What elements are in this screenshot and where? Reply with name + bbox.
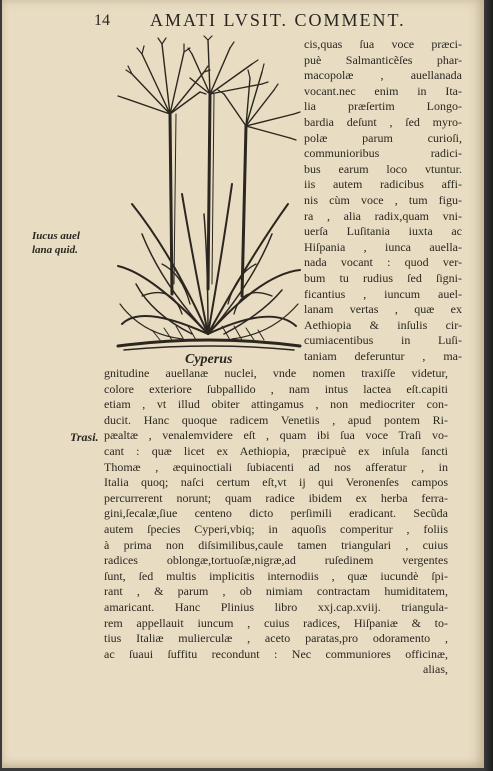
text-line: colore exteriore ſubpallido , nam intus lactea eſt.capiti <box>104 381 448 396</box>
text-line: lia præſertim Longo- <box>304 99 462 114</box>
text-line: taniam deferuntur , ma- <box>304 348 462 363</box>
text-line: Italia quoq; naſci certum eſt,vt ij qui Veronenſes campos <box>104 475 448 490</box>
figure-caption: Cyperus <box>185 352 233 367</box>
margin-note-line: Iucus auel <box>32 230 80 242</box>
text-line: Thomæ , æquinoctiali ſubiacenti ad nos afferatur , in <box>104 459 448 474</box>
text-line: ra , alia radix,quam vni- <box>304 208 462 223</box>
text-line: macopolæ , auellanada <box>304 68 462 83</box>
margin-note-trasi: Trasi. <box>70 430 99 444</box>
text-line: à prima non diſsimilibus,caule tamen triangulari , cuius <box>104 537 448 552</box>
text-line: percurrerent norunt; quam radice ibidem ex herba ferra- <box>104 490 448 505</box>
margin-note-line: lana quid. <box>32 244 78 256</box>
text-line: rem appellauit iuncum , cuius radices, Hiſpaniæ & to- <box>104 615 448 630</box>
text-column-beside-figure <box>304 37 462 364</box>
text-line: pæaltæ , venalemvidere eſt , quam ibi ſua voce Traſi vo- <box>104 428 448 443</box>
text-line: gini,ſecalæ,ſiue centeno dicto perſimili eradicant. Secũda <box>104 506 448 521</box>
page-edge-shadow <box>484 0 493 771</box>
text-line: iis autem radicibus affi- <box>304 177 462 192</box>
page-number: 14 <box>94 12 110 29</box>
text-line: radices oblongæ,tortuoſæ,nigræ,ad ruſedinem vergentes <box>104 553 448 568</box>
catchword: alias, <box>423 662 448 677</box>
text-line: cis,quas ſua voce præci- <box>304 37 462 51</box>
text-line: puè Salmanticẽſes phar- <box>304 52 462 67</box>
text-line: nada vocant : quod ver- <box>304 255 462 270</box>
text-line: vocant.nec enim in Ita- <box>304 83 462 98</box>
text-line: nis cùm voce , tum figu- <box>304 192 462 207</box>
text-line: bus earum loco vtuntur. <box>304 161 462 176</box>
text-line: Hiſpania , iunca auella- <box>304 239 462 254</box>
cyperus-woodcut-illustration <box>112 34 304 354</box>
page-header <box>94 10 454 34</box>
text-line: gnitudine auellanæ nuclei, vnde nomen traxiſſe videtur, <box>104 366 448 380</box>
text-line: bum tu rudius ſed ſigni- <box>304 270 462 285</box>
text-line: bardia deſunt , ſed myro- <box>304 114 462 129</box>
text-line: ſunt, ſed multis implicitis internodiis , quæ iucundè ſpi- <box>104 568 448 583</box>
text-line: autem ſpecies Cyperi,vbiq; in aquoſis comperitur , foliis <box>104 521 448 536</box>
text-line: Aethiopia & inſulis cir- <box>304 317 462 332</box>
margin-note-iuncus <box>32 229 104 257</box>
text-line: cumiacentibus in Luſi- <box>304 333 462 348</box>
text-column-full-width <box>104 366 448 678</box>
text-line: ac ſuaui ſuffitu recondunt : Nec communiores officinæ, <box>104 646 448 661</box>
text-line: communioribus radici- <box>304 146 462 161</box>
running-title: AMATI LVSIT. COMMENT. <box>150 10 406 30</box>
text-line: rant , & parum , ob nimiam contractam humiditatem, <box>104 584 448 599</box>
text-line: ficantius , iuncum auel- <box>304 286 462 301</box>
text-line: uerſa Luſitania iuxta ac <box>304 224 462 239</box>
text-line: etiam , vt illud obiter attingamus , non mediocriter con- <box>104 397 448 412</box>
text-line: cant : quæ licet ex Aethiopia, præcipuè ex inſula ſancti <box>104 443 448 458</box>
text-line: ducit. Hanc quoque radicem Venetiis , apud pontem Ri- <box>104 412 448 427</box>
book-page <box>2 0 484 768</box>
text-line: polæ parum curioſi, <box>304 130 462 145</box>
text-line: lanam vertas , quæ ex <box>304 302 462 317</box>
text-line: amaricant. Hanc Plinius libro xxj.cap.xviij. triangula- <box>104 599 448 614</box>
text-line: tius Italiæ mulierculæ , aceto paratas,pro odoramento , <box>104 631 448 646</box>
